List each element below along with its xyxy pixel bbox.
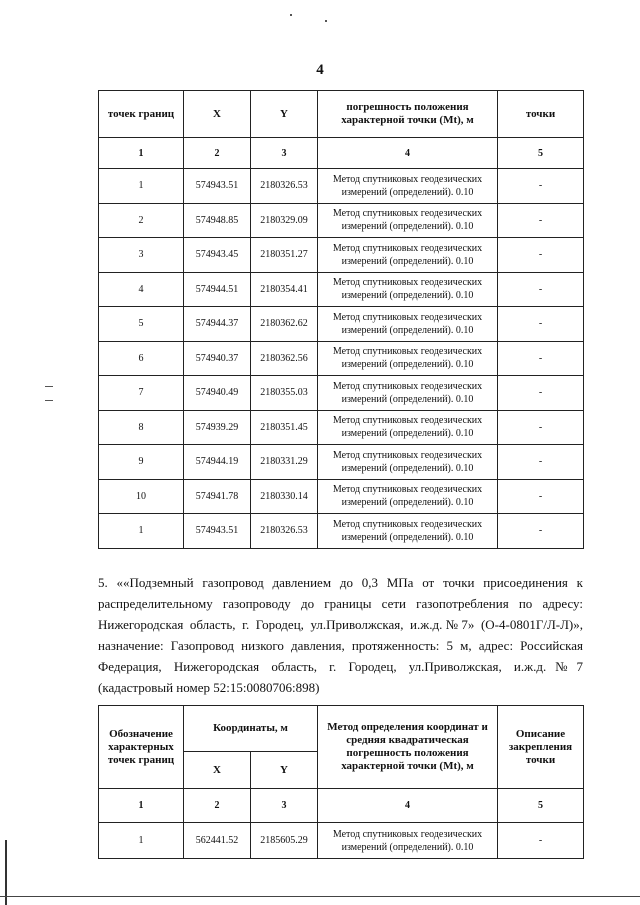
column-number: 2 bbox=[184, 138, 251, 169]
method-cell: Метод спутниковых геодезических измерений (определений). 0.10 bbox=[318, 169, 498, 204]
method-cell: Метод спутниковых геодезических измерений (определений). 0.10 bbox=[318, 445, 498, 480]
table-row bbox=[99, 823, 584, 859]
x-coordinate: 574940.49 bbox=[184, 376, 251, 411]
point-label: 9 bbox=[99, 445, 184, 480]
table1-header-x: X bbox=[184, 91, 251, 138]
x-coordinate: 574944.37 bbox=[184, 307, 251, 342]
table2-header-row-top bbox=[99, 706, 584, 752]
x-coordinate: 562441.52 bbox=[184, 823, 251, 859]
table1-header-row bbox=[99, 91, 584, 138]
table-row bbox=[99, 479, 584, 514]
fixing-cell: - bbox=[498, 272, 584, 307]
table-row bbox=[99, 341, 584, 376]
column-number: 1 bbox=[99, 789, 184, 823]
x-coordinate: 574939.29 bbox=[184, 410, 251, 445]
margin-mark bbox=[290, 14, 292, 16]
method-cell: Метод спутниковых геодезических измерений (определений). 0.10 bbox=[318, 341, 498, 376]
coordinates-table-2 bbox=[98, 705, 584, 859]
table1-header-y: Y bbox=[251, 91, 318, 138]
point-label: 4 bbox=[99, 272, 184, 307]
y-coordinate: 2180355.03 bbox=[251, 376, 318, 411]
y-coordinate: 2180362.62 bbox=[251, 307, 318, 342]
table1-header-fix: точки bbox=[498, 91, 584, 138]
y-coordinate: 2180326.53 bbox=[251, 169, 318, 204]
table-row bbox=[99, 514, 584, 549]
y-coordinate: 2180351.27 bbox=[251, 238, 318, 273]
point-label: 7 bbox=[99, 376, 184, 411]
column-number: 3 bbox=[251, 138, 318, 169]
fixing-cell: - bbox=[498, 445, 584, 480]
margin-mark bbox=[45, 386, 53, 387]
x-coordinate: 574943.51 bbox=[184, 169, 251, 204]
method-cell: Метод спутниковых геодезических измерений (определений). 0.10 bbox=[318, 514, 498, 549]
x-coordinate: 574941.78 bbox=[184, 479, 251, 514]
x-coordinate: 574944.19 bbox=[184, 445, 251, 480]
table1-header-method: погрешность положения характерной точки (Mt), м bbox=[318, 91, 498, 138]
x-coordinate: 574948.85 bbox=[184, 203, 251, 238]
y-coordinate: 2180354.41 bbox=[251, 272, 318, 307]
column-number: 5 bbox=[498, 138, 584, 169]
table-row bbox=[99, 410, 584, 445]
fixing-cell: - bbox=[498, 341, 584, 376]
object-description-paragraph: 5. ««Подземный газопровод давлением до 0,3 МПа от точки присоединения к распределительному газопроводу до границы сети газопотребления по адресу: Нижегородская область, г. Городец, ул.Приволжская, и.ж.д.№7» (О-4-0801Г/Л-Л)», назначение: Газопровод низкого давления, протяженность: 5 м, адрес: Российская Федерация, Нижегородская область, г. Городец, ул.Приволжская, и.ж.д.№7 (кадастровый номер 52:15:0080706:898) bbox=[98, 575, 583, 695]
method-cell: Метод спутниковых геодезических измерений (определений). 0.10 bbox=[318, 203, 498, 238]
point-label: 8 bbox=[99, 410, 184, 445]
x-coordinate: 574943.45 bbox=[184, 238, 251, 273]
point-label: 3 bbox=[99, 238, 184, 273]
scan-bottom-line bbox=[0, 896, 640, 897]
point-label: 1 bbox=[99, 169, 184, 204]
method-cell: Метод спутниковых геодезических измерений (определений). 0.10 bbox=[318, 238, 498, 273]
fixing-cell: - bbox=[498, 203, 584, 238]
margin-mark bbox=[325, 20, 327, 22]
method-cell: Метод спутниковых геодезических измерений (определений). 0.10 bbox=[318, 479, 498, 514]
table-row bbox=[99, 238, 584, 273]
margin-mark bbox=[45, 400, 53, 401]
y-coordinate: 2185605.29 bbox=[251, 823, 318, 859]
fixing-cell: - bbox=[498, 238, 584, 273]
point-label: 1 bbox=[99, 823, 184, 859]
column-number: 1 bbox=[99, 138, 184, 169]
fixing-cell: - bbox=[498, 479, 584, 514]
point-label: 1 bbox=[99, 514, 184, 549]
method-cell: Метод спутниковых геодезических измерений (определений). 0.10 bbox=[318, 823, 498, 859]
x-coordinate: 574944.51 bbox=[184, 272, 251, 307]
table2-header-y: Y bbox=[251, 752, 318, 789]
table-row bbox=[99, 272, 584, 307]
column-number: 4 bbox=[318, 138, 498, 169]
table-row bbox=[99, 203, 584, 238]
y-coordinate: 2180362.56 bbox=[251, 341, 318, 376]
y-coordinate: 2180351.45 bbox=[251, 410, 318, 445]
table-row bbox=[99, 445, 584, 480]
fixing-cell: - bbox=[498, 376, 584, 411]
x-coordinate: 574943.51 bbox=[184, 514, 251, 549]
point-label: 5 bbox=[99, 307, 184, 342]
point-label: 2 bbox=[99, 203, 184, 238]
x-coordinate: 574940.37 bbox=[184, 341, 251, 376]
method-cell: Метод спутниковых геодезических измерений (определений). 0.10 bbox=[318, 410, 498, 445]
fixing-cell: - bbox=[498, 307, 584, 342]
table2-header-points: Обозначение характерных точек границ bbox=[99, 706, 184, 789]
table2-header-method: Метод определения координат и средняя квадратическая погрешность положения характерной точки (Mt), м bbox=[318, 706, 498, 789]
page-number: 4 bbox=[316, 62, 324, 78]
y-coordinate: 2180326.53 bbox=[251, 514, 318, 549]
fixing-cell: - bbox=[498, 823, 584, 859]
table2-header-x: X bbox=[184, 752, 251, 789]
column-number: 3 bbox=[251, 789, 318, 823]
table-row bbox=[99, 307, 584, 342]
method-cell: Метод спутниковых геодезических измерений (определений). 0.10 bbox=[318, 307, 498, 342]
y-coordinate: 2180329.09 bbox=[251, 203, 318, 238]
column-number: 2 bbox=[184, 789, 251, 823]
fixing-cell: - bbox=[498, 514, 584, 549]
column-number: 4 bbox=[318, 789, 498, 823]
y-coordinate: 2180331.29 bbox=[251, 445, 318, 480]
method-cell: Метод спутниковых геодезических измерений (определений). 0.10 bbox=[318, 272, 498, 307]
table2-header-fix: Описание закрепления точки bbox=[498, 706, 584, 789]
fixing-cell: - bbox=[498, 410, 584, 445]
point-label: 10 bbox=[99, 479, 184, 514]
table2-header-coordinates: Координаты, м bbox=[184, 706, 318, 752]
method-cell: Метод спутниковых геодезических измерений (определений). 0.10 bbox=[318, 376, 498, 411]
table1-header-points: точек границ bbox=[99, 91, 184, 138]
column-number: 5 bbox=[498, 789, 584, 823]
point-label: 6 bbox=[99, 341, 184, 376]
table1-numbering-row bbox=[99, 138, 584, 169]
y-coordinate: 2180330.14 bbox=[251, 479, 318, 514]
table-row bbox=[99, 169, 584, 204]
fixing-cell: - bbox=[498, 169, 584, 204]
table-row bbox=[99, 376, 584, 411]
table2-numbering-row bbox=[99, 789, 584, 823]
coordinates-table-1 bbox=[98, 90, 584, 549]
